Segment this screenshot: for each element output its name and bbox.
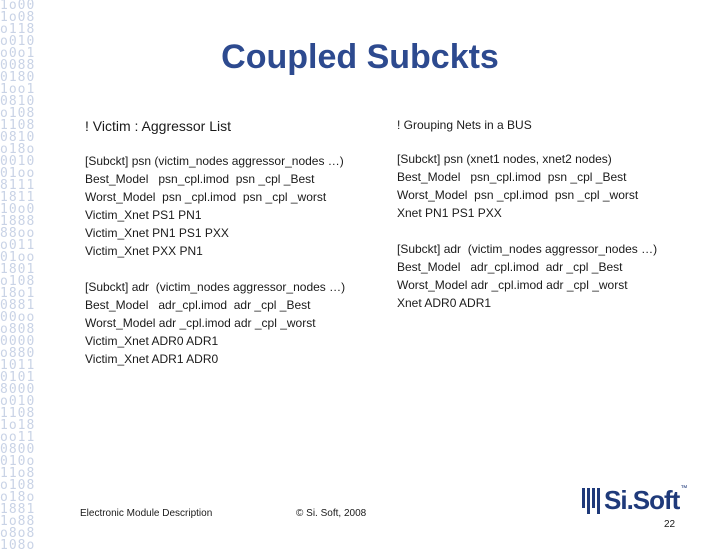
code-line: Worst_Model adr _cpl.imod adr _cpl _worst	[397, 278, 628, 292]
binary-digit-row: 0810	[0, 130, 36, 145]
footer-copyright: © Si. Soft, 2008	[296, 508, 367, 519]
binary-digit-row: 1011	[0, 358, 36, 373]
code-line: Worst_Model adr _cpl.imod adr _cpl _worst	[85, 316, 316, 330]
binary-digit-row: 0180	[0, 70, 36, 85]
binary-digit-row: 01oo	[0, 166, 36, 181]
code-line: Best_Model adr_cpl.imod adr _cpl _Best	[397, 260, 623, 274]
code-line: Victim_Xnet PS1 PN1	[85, 208, 202, 222]
binary-digit-row: 108o	[0, 538, 36, 553]
code-line: Worst_Model psn _cpl.imod psn _cpl _worst	[85, 190, 327, 204]
binary-digit-row: 18o1	[0, 286, 36, 301]
code-line: [Subckt] psn (xnet1 nodes, xnet2 nodes)	[397, 152, 612, 166]
binary-digit-row: o18o	[0, 142, 36, 157]
code-line: Victim_Xnet ADR0 ADR1	[85, 334, 219, 348]
binary-digit-row: 10o0	[0, 202, 36, 217]
binary-digit-row: o011	[0, 238, 36, 253]
binary-digit-row: 0101	[0, 370, 36, 385]
binary-digit-row: 1o88	[0, 514, 36, 529]
binary-digit-row: o18o	[0, 490, 36, 505]
code-line: Xnet PN1 PS1 PXX	[397, 206, 502, 220]
code-line: Victim_Xnet PN1 PS1 PXX	[85, 226, 229, 240]
victim-aggressor-heading: ! Victim : Aggressor List	[85, 118, 232, 134]
binary-digit-row: 1oo1	[0, 82, 36, 97]
binary-digit-row: o808	[0, 322, 36, 337]
code-line: Victim_Xnet ADR1 ADR0	[85, 352, 219, 366]
binary-digit-row: 8000	[0, 382, 36, 397]
code-line: Xnet ADR0 ADR1	[397, 296, 492, 310]
code-line: Victim_Xnet PXX PN1	[85, 244, 203, 258]
binary-digit-row: 8111	[0, 178, 36, 193]
psn-subckt-block	[85, 152, 385, 260]
binary-digit-row: o880	[0, 346, 36, 361]
binary-pattern-decoration	[0, 0, 46, 553]
logo-bars-icon	[582, 488, 600, 514]
binary-digit-row: o010	[0, 34, 36, 49]
code-line: [Subckt] psn (victim_nodes aggressor_nodes …)	[85, 154, 344, 168]
binary-digit-row: o010	[0, 394, 36, 409]
binary-digit-row: 1811	[0, 190, 36, 205]
binary-digit-row: 0881	[0, 298, 36, 313]
binary-digit-row: 1108	[0, 406, 36, 421]
bus-grouping-heading: ! Grouping Nets in a BUS	[397, 118, 532, 132]
binary-digit-row: 00oo	[0, 310, 36, 325]
binary-digit-row: oo11	[0, 430, 36, 445]
binary-digit-row: 0010	[0, 154, 36, 169]
page-number: 22	[664, 519, 676, 530]
binary-digit-row: o8o8	[0, 526, 36, 541]
binary-digit-row: o108	[0, 478, 36, 493]
binary-digit-row: 1o08	[0, 10, 36, 25]
binary-digit-row: o0o1	[0, 46, 36, 61]
binary-digit-row: 0810	[0, 94, 36, 109]
code-line: Best_Model psn_cpl.imod psn _cpl _Best	[397, 170, 627, 184]
slide-title: Coupled Subckts	[221, 38, 499, 76]
binary-digit-row: o108	[0, 106, 36, 121]
binary-digit-row: 0000	[0, 334, 36, 349]
binary-digit-row: 1108	[0, 118, 36, 133]
adr-subckt-block	[85, 278, 385, 368]
footer-document-title: Electronic Module Description	[80, 508, 213, 519]
code-line: [Subckt] adr (victim_nodes aggressor_nodes …)	[397, 242, 658, 256]
logo-wordmark: Si.Soft	[604, 485, 680, 515]
psn-bus-block	[397, 150, 697, 222]
code-line: Best_Model psn_cpl.imod psn _cpl _Best	[85, 172, 315, 186]
binary-digit-row: 11o8	[0, 466, 36, 481]
sisoft-logo	[582, 485, 687, 516]
binary-digit-row: 1881	[0, 502, 36, 517]
trademark-symbol: ™	[680, 485, 688, 492]
code-line: Worst_Model psn _cpl.imod psn _cpl _worst	[397, 188, 639, 202]
binary-digit-row: 1888	[0, 214, 36, 229]
code-line: Best_Model adr_cpl.imod adr _cpl _Best	[85, 298, 311, 312]
binary-digit-row: 88oo	[0, 226, 36, 241]
binary-digit-row: 010o	[0, 454, 36, 469]
binary-digit-row: 0800	[0, 442, 36, 457]
binary-digit-row: 0088	[0, 58, 36, 73]
adr-bus-block	[397, 240, 697, 312]
victim-aggressor-column	[85, 117, 385, 386]
binary-digit-row: o108	[0, 274, 36, 289]
binary-digit-row: 01oo	[0, 250, 36, 265]
binary-digit-row: 1o18	[0, 418, 36, 433]
binary-digit-row: 1o00	[0, 0, 36, 13]
binary-digit-row: o118	[0, 22, 36, 37]
binary-digit-row: 1801	[0, 262, 36, 277]
code-line: [Subckt] adr (victim_nodes aggressor_nodes …)	[85, 280, 346, 294]
bus-grouping-column	[397, 116, 697, 330]
